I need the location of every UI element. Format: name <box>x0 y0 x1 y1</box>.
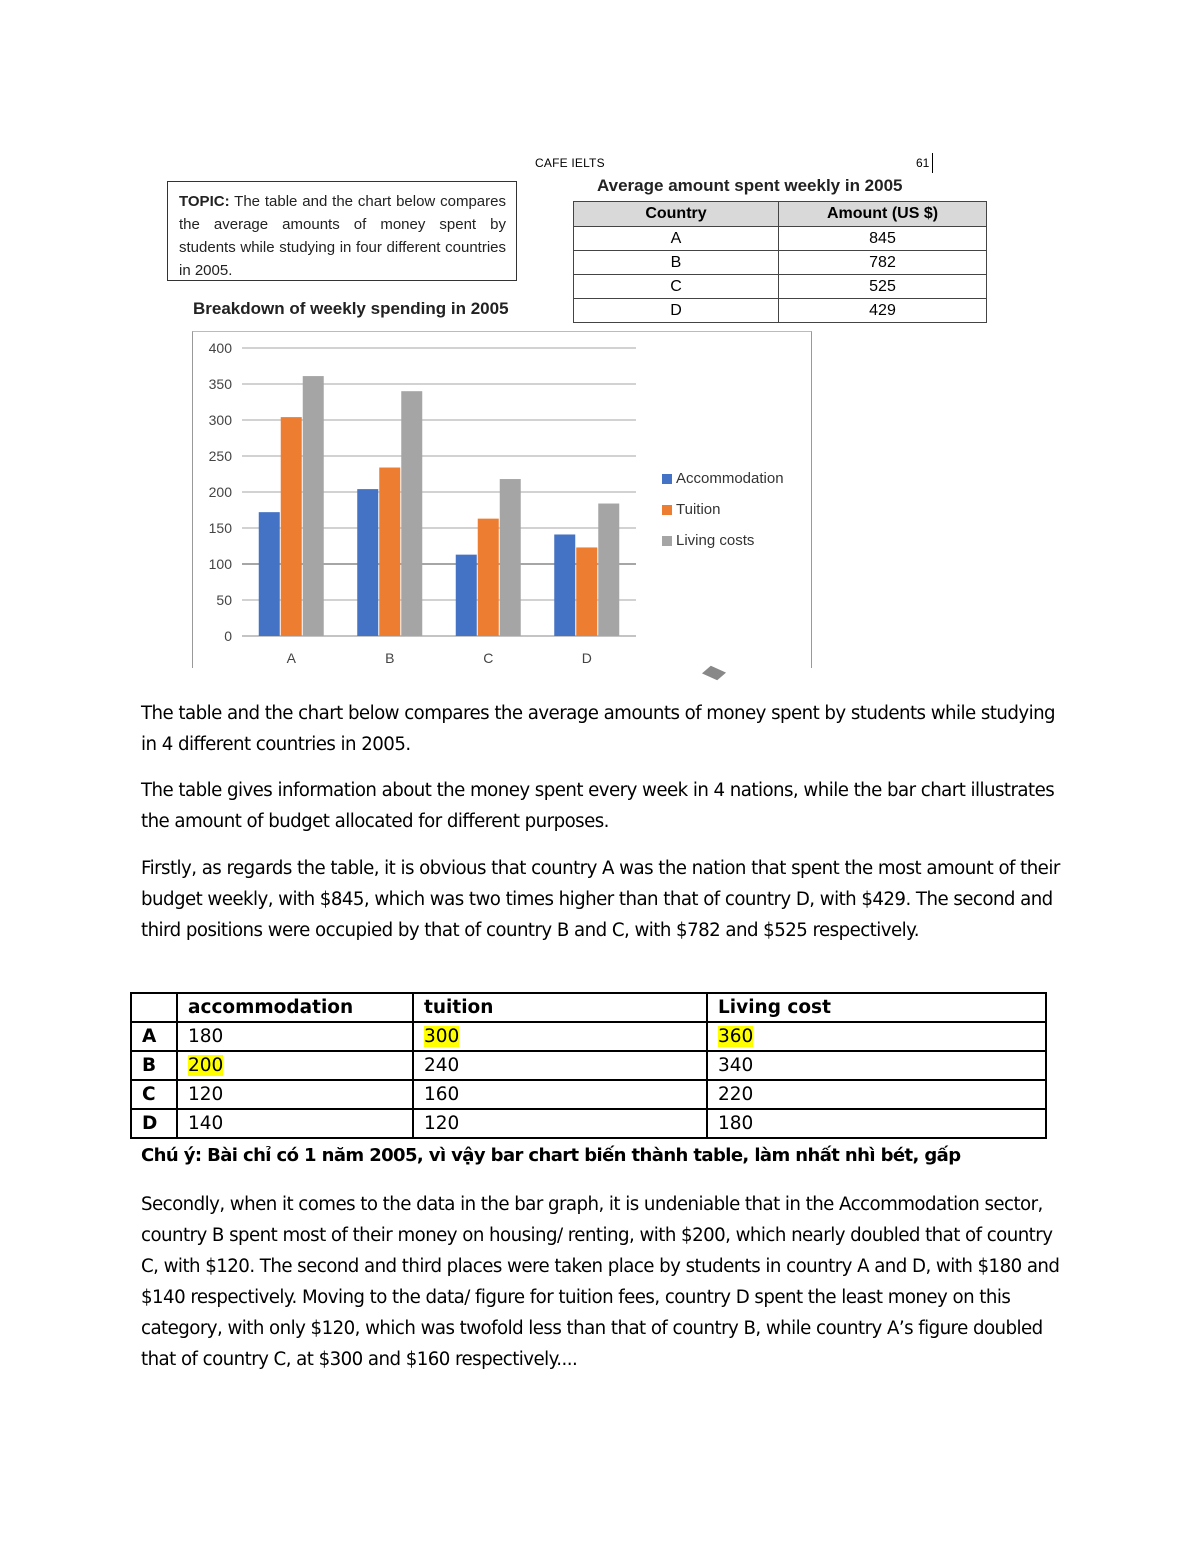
cell-value: 180 <box>718 1113 754 1134</box>
cell: D <box>574 299 779 323</box>
y-tick-label: 400 <box>208 340 232 356</box>
row-header: B <box>131 1051 177 1080</box>
paragraph-overview: The table gives information about the money spent every week in 4 nations, while the bar chart illustrates the amount of budget allocated for different purposes. <box>141 780 1055 832</box>
x-tick-label: C <box>483 650 494 666</box>
header-tuition: tuition <box>413 993 707 1022</box>
row-header: C <box>131 1080 177 1109</box>
chart-title: Breakdown of weekly spending in 2005 <box>193 299 509 318</box>
table-row <box>574 299 987 323</box>
header-brand: CAFE IELTS <box>535 156 605 170</box>
bar-accommodation <box>456 555 477 636</box>
table-row <box>131 1080 1046 1109</box>
spending-table-title: Average amount spent weekly in 2005 <box>597 176 903 195</box>
cell <box>413 1109 707 1138</box>
cell-value: 120 <box>424 1113 460 1134</box>
highlighted-value: 360 <box>718 1026 754 1047</box>
spending-table <box>573 201 987 323</box>
table-row <box>574 227 987 251</box>
bar-living-costs <box>401 391 422 636</box>
legend-label: Tuition <box>676 501 721 518</box>
paragraph-intro: The table and the chart below compares the average amounts of money spent by students while studying in 4 different countries in 2005. <box>141 703 1056 755</box>
cell-value: 220 <box>718 1084 754 1105</box>
legend-swatch-tuition <box>662 505 672 515</box>
y-tick-label: 150 <box>208 520 232 536</box>
breakdown-table <box>130 992 1047 1139</box>
cell-value: 120 <box>188 1084 224 1105</box>
cell: 429 <box>779 299 987 323</box>
bar-tuition <box>379 468 400 636</box>
bar-tuition <box>478 519 499 636</box>
cell: 782 <box>779 251 987 275</box>
legend-item <box>662 525 784 556</box>
header-accommodation: accommodation <box>177 993 413 1022</box>
bar-accommodation <box>259 512 280 636</box>
y-tick-label: 100 <box>208 556 232 572</box>
cell <box>707 1051 1046 1080</box>
bar-tuition <box>576 547 597 636</box>
table-row <box>131 1022 1046 1051</box>
table-row <box>574 275 987 299</box>
x-tick-label: A <box>286 650 296 666</box>
legend-item <box>662 494 784 525</box>
table-header-row <box>574 202 987 227</box>
legend-label: Living costs <box>676 532 755 549</box>
table-header-row <box>131 993 1046 1022</box>
cell <box>177 1051 413 1080</box>
cell-value: 240 <box>424 1055 460 1076</box>
cell <box>707 1022 1046 1051</box>
legend-label: Accommodation <box>676 470 784 487</box>
cell-value: 340 <box>718 1055 754 1076</box>
y-tick-label: 50 <box>216 592 232 608</box>
y-tick-label: 200 <box>208 484 232 500</box>
cell <box>707 1109 1046 1138</box>
cell <box>413 1051 707 1080</box>
y-tick-label: 300 <box>208 412 232 428</box>
table-row <box>131 1051 1046 1080</box>
cell <box>413 1080 707 1109</box>
cell: B <box>574 251 779 275</box>
note: Chú ý: Bài chỉ có 1 năm 2005, vì vậy bar chart biến thành table, làm nhất nhì bét, gấp <box>141 1145 961 1166</box>
x-tick-label: B <box>385 650 395 666</box>
header-country: Country <box>574 202 779 227</box>
x-tick-label: D <box>581 650 592 666</box>
header-amount: Amount (US $) <box>779 202 987 227</box>
row-header: A <box>131 1022 177 1051</box>
cell <box>131 993 177 1022</box>
chart-legend <box>662 463 784 556</box>
row-header: D <box>131 1109 177 1138</box>
table-row <box>131 1109 1046 1138</box>
cell: 845 <box>779 227 987 251</box>
y-tick-label: 0 <box>224 628 232 644</box>
bar-accommodation <box>357 489 378 636</box>
y-tick-label: 350 <box>208 376 232 392</box>
cell-value: 180 <box>188 1026 224 1047</box>
y-tick-label: 250 <box>208 448 232 464</box>
highlighted-value: 200 <box>188 1055 224 1076</box>
cell <box>177 1109 413 1138</box>
topic-label: TOPIC: <box>179 193 230 210</box>
cell-value: 160 <box>424 1084 460 1105</box>
topic-box <box>167 181 517 281</box>
bar-living-costs <box>303 376 324 636</box>
cell: 525 <box>779 275 987 299</box>
bar-living-costs <box>500 479 521 636</box>
legend-swatch-living-costs <box>662 536 672 546</box>
bar-living-costs <box>598 504 619 636</box>
page-number: 61 <box>916 156 930 170</box>
cell: C <box>574 275 779 299</box>
header-living-cost: Living cost <box>707 993 1046 1022</box>
cell <box>177 1022 413 1051</box>
highlighted-value: 300 <box>424 1026 460 1047</box>
cell <box>413 1022 707 1051</box>
table-row <box>574 251 987 275</box>
cell-value: 140 <box>188 1113 224 1134</box>
text-cursor <box>932 153 933 173</box>
cell <box>177 1080 413 1109</box>
legend-item <box>662 463 784 494</box>
bar-tuition <box>281 417 302 636</box>
legend-swatch-accommodation <box>662 474 672 484</box>
topic-text: The table and the chart below compares the average amounts of money spent by students while studying in four different countries in 2005. <box>179 193 506 279</box>
cell <box>707 1080 1046 1109</box>
cell: A <box>574 227 779 251</box>
paragraph-chart-analysis: Secondly, when it comes to the data in the bar graph, it is undeniable that in the Accommodation sector, country B spent most of their money on housing/ renting, with $200, which nearly doubled that of country C, with $120. The second and third places were taken place by students in country A and D, with $180 and $140 respectively. Moving to the data/ figure for tuition fees, country D spent the least money on this category, with only $120, which was twofold less than that of country B, while country A’s figure doubled that of country C, at $300 and $160 respectively.... <box>141 1194 1060 1370</box>
bar-accommodation <box>554 534 575 636</box>
paragraph-table-analysis: Firstly, as regards the table, it is obvious that country A was the nation that spent the most amount of their budget weekly, with $845, which was two times higher than that of country D, with $429. The second and third positions were occupied by that of country B and C, with $782 and $525 respectively. <box>141 858 1060 941</box>
